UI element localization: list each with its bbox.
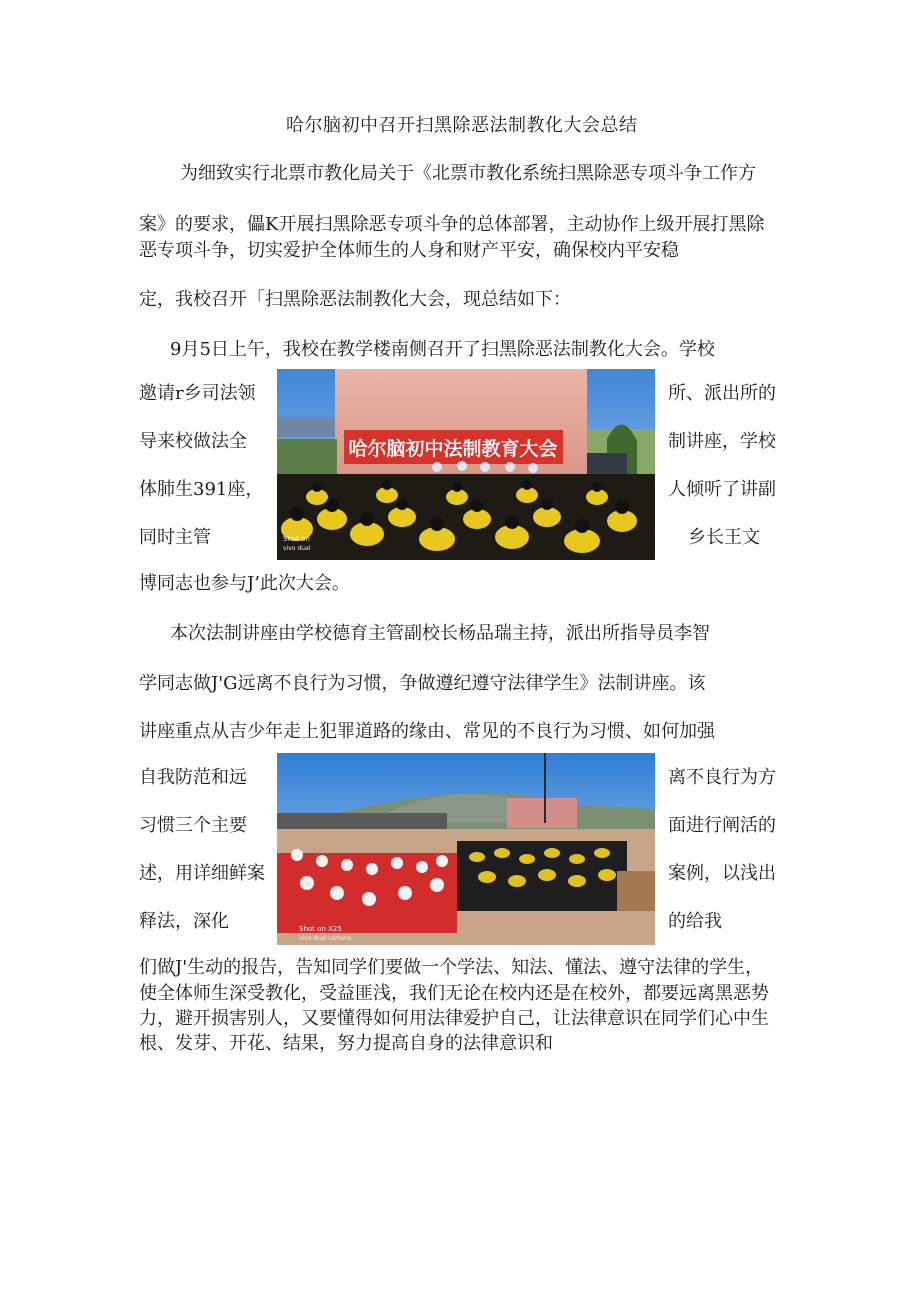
assembly-banner-photo <box>277 369 655 560</box>
photo-watermark-line-1: Shot on <box>283 535 310 543</box>
paragraph-3-tail-3: 力，避开损害别人，又要懂得如何用法律爱护自己，让法律意识在同学们心中生 <box>139 1008 769 1029</box>
paragraph-1-line-2: 案》的要求，儡K开展扫黑除恶专项斗争的总体部署，主动协作上级开展打黑除 <box>139 214 765 235</box>
paragraph-3-right-1: 离不良行为方 <box>668 767 776 788</box>
paragraph-2-left-3: 体肺生391座， <box>139 479 264 500</box>
photo-watermark-line-2: vivo dual camera <box>299 935 351 942</box>
paragraph-3-tail-4: 根、发芽、开花、结果，努力提高自身的法律意识和 <box>139 1033 553 1054</box>
paragraph-2-last-line: 博同志也参与J’此次大会。 <box>139 573 350 594</box>
paragraph-3-left-3: 述，用详细鲜案 <box>139 863 265 884</box>
paragraph-2-left-1: 邀请r乡司法领 <box>139 383 256 404</box>
paragraph-1-line-1: 为细致实行北票市教化局关于《北票市教化系统扫黑除恶专项斗争工作方 <box>180 163 756 184</box>
paragraph-2-left-2: 导来校做法全 <box>139 431 247 452</box>
paragraph-2-right-3: 人倾听了讲副 <box>668 479 776 500</box>
paragraph-3-right-3: 案例，以浅出 <box>668 863 776 884</box>
paragraph-3-line-3: 讲座重点从吉少年走上犯罪道路的缘由、常见的不良行为习惯、如何加强 <box>139 721 715 742</box>
paragraph-2-right-1: 所、派出所的 <box>668 383 776 404</box>
banner-text: 哈尔脑初中法制教育大会 <box>348 438 558 460</box>
paragraph-2-right-2: 制讲座，学校 <box>668 431 776 452</box>
outdoor-assembly-photo <box>277 753 655 945</box>
paragraph-3-right-4: 的给我 <box>668 911 722 932</box>
paragraph-3-right-2: 面进行阐活的 <box>668 815 776 836</box>
paragraph-3-tail-1: 们做J'生动的报告，告知同学们要做一个学法、知法、懂法、遵守法律的学生， <box>139 957 764 978</box>
paragraph-1-line-3: 恶专项斗争，切实爱护全体师生的人身和财产平安，确保校内平安稳 <box>139 240 679 261</box>
paragraph-2-left-4: 同时主管 <box>139 527 211 548</box>
paragraph-3-line-2: 学同志做J'G远离不良行为习惯，争做遵纪遵守法律学生》法制讲座。该 <box>139 673 706 694</box>
paragraph-3-left-4: 释法，深化 <box>139 911 229 932</box>
paragraph-2-right-4: 乡长王文 <box>688 527 760 548</box>
paragraph-3-line-1: 本次法制讲座由学校德育主管副校长杨品瑞主持，派出所指导员李智 <box>170 623 710 644</box>
paragraph-1-line-4: 定，我校召开「扫黑除恶法制教化大会，现总结如下： <box>139 289 571 310</box>
paragraph-3-left-1: 自我防范和远 <box>139 767 247 788</box>
paragraph-3-tail-2: 使全体师生深受教化，受益匪浅，我们无论在校内还是在校外，都要远离黑恶势 <box>139 983 769 1004</box>
photo-watermark-line-2: vivo dual <box>283 545 311 552</box>
document-title: 哈尔脑初中召开扫黑除恶法制教化大会总结 <box>286 115 638 136</box>
photo-watermark-line-1: Shot on X25 <box>299 925 342 933</box>
paragraph-3-left-2: 习惯三个主要 <box>139 815 247 836</box>
paragraph-2-line-1: 9月5日上午，我校在教学楼南侧召开了扫黑除恶法制教化大会。学校 <box>170 339 715 360</box>
